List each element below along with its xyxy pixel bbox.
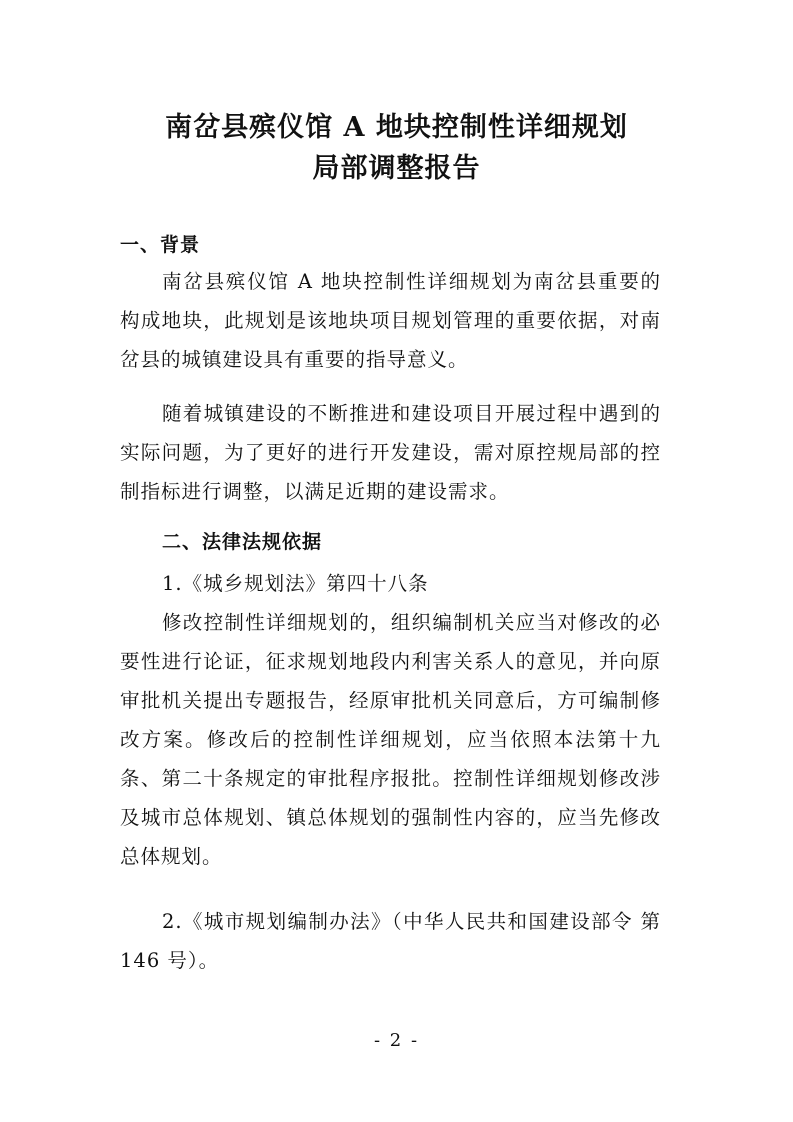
legal-item-1-body: 修改控制性详细规划的，组织编制机关应当对修改的必要性进行论证，征求规划地段内利害关系人的意见，并向原审批机关提出专题报告，经原审批机关同意后，方可编制修改方案。修改后的控制性详细规划，应当依照本法第十九条、第二十条规定的审批程序报批。控制性详细规划修改涉及城市总体规划、镇总体规划的强制性内容的，应当先修改总体规划。 <box>120 611 661 868</box>
page-number: - 2 - <box>373 1030 420 1051</box>
section-heading-background: 一、背景 <box>120 234 201 256</box>
paragraph-background-1: 南岔县殡仪馆 A 地块控制性详细规划为南岔县重要的构成地块，此规划是该地块项目规划管理的重要依据，对南岔县的城镇建设具有重要的指导意义。 <box>120 270 661 371</box>
legal-item-2: 2.《城市规划编制办法》（中华人民共和国建设部令 第 146 号）。 <box>120 910 661 972</box>
document-title-line1: 南岔县殡仪馆 A 地块控制性详细规划 <box>165 112 628 143</box>
document-title-line2: 局部调整报告 <box>312 153 481 184</box>
section-heading-legal: 二、法律法规依据 <box>162 531 323 553</box>
legal-item-1-title: 1.《城乡规划法》第四十八条 <box>162 572 429 595</box>
paragraph-background-2: 随着城镇建设的不断推进和建设项目开展过程中遇到的实际问题，为了更好的进行开发建设，需对原控规局部的控制指标进行调整，以满足近期的建设需求。 <box>120 402 661 503</box>
